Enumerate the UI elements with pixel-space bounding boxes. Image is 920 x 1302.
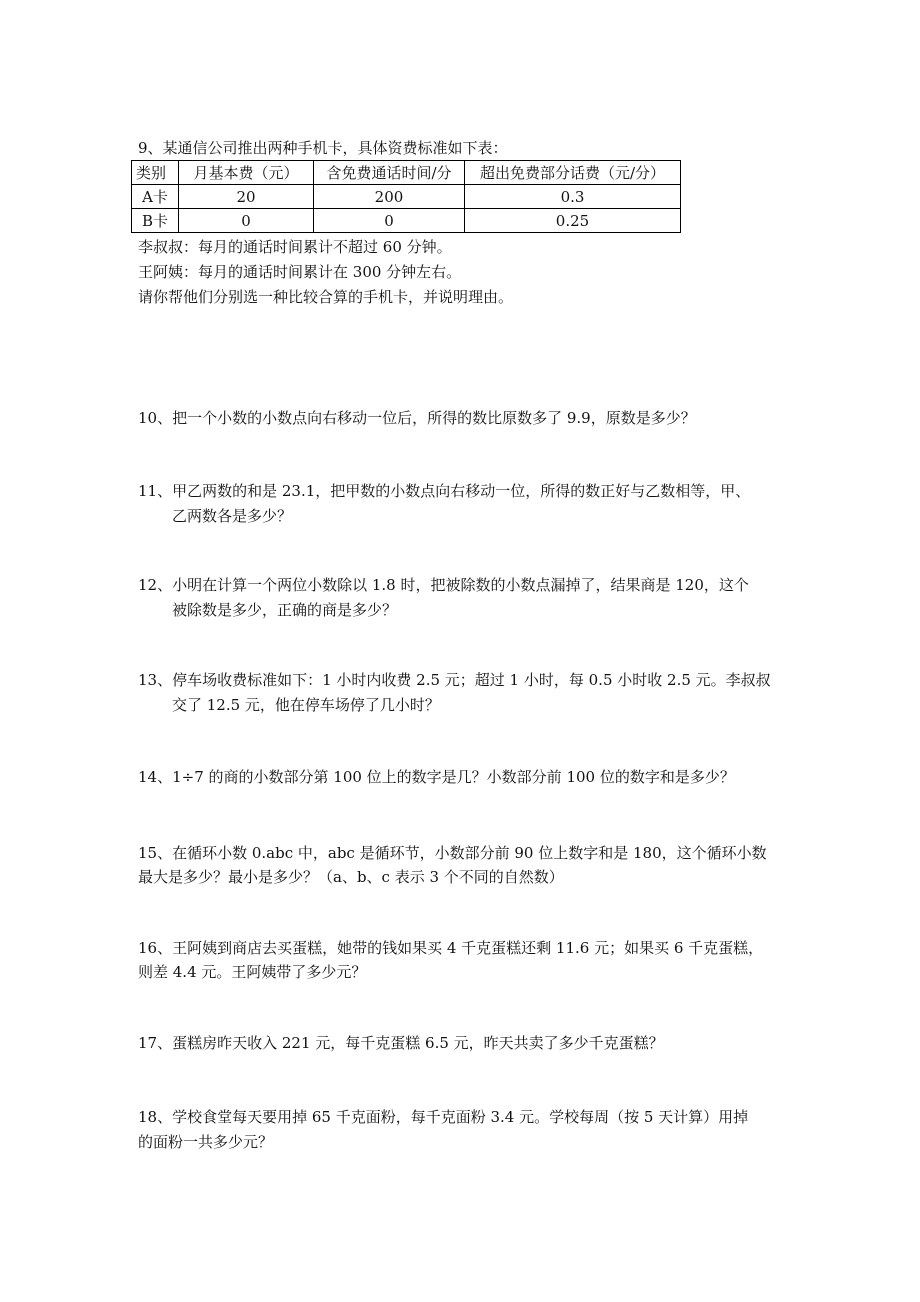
table-cell: B卡: [132, 209, 179, 233]
question-13-line1: 13、停车场收费标准如下：1 小时内收费 2.5 元；超过 1 小时，每 0.5 小时收 2.5 元。李叔叔: [138, 671, 771, 689]
header-category: 类别: [132, 161, 179, 185]
question-14: 14、1÷7 的商的小数部分第 100 位上的数字是几？小数部分前 100 位的数字和是多少？: [138, 768, 735, 786]
table-row: [132, 185, 681, 209]
table-cell: 0.25: [465, 209, 681, 233]
question-18-line2: 的面粉一共多少元？: [138, 1133, 274, 1151]
header-free-minutes: 含免费通话时间/分: [314, 161, 465, 185]
question-9-title: 9、某通信公司推出两种手机卡，具体资费标准如下表：: [138, 139, 508, 157]
table-cell: 0: [179, 209, 314, 233]
question-11-line2: 乙两数各是多少？: [172, 507, 293, 525]
question-12-line1: 12、小明在计算一个两位小数除以 1.8 时，把被除数的小数点漏掉了，结果商是 120，这个: [138, 576, 749, 594]
table-cell: 0.3: [465, 185, 681, 209]
question-15-line1: 15、在循环小数 0.abc 中，abc 是循环节，小数部分前 90 位上数字和是 180，这个循环小数: [138, 844, 767, 862]
header-overage-rate: 超出免费部分话费（元/分）: [465, 161, 681, 185]
question-9-note: 李叔叔：每月的通话时间累计不超过 60 分钟。: [138, 238, 452, 256]
question-15-line2: 最大是多少？最小是多少？（a、b、c 表示 3 个不同的自然数）: [138, 868, 564, 886]
question-17: 17、蛋糕房昨天收入 221 元，每千克蛋糕 6.5 元，昨天共卖了多少千克蛋糕？: [138, 1034, 664, 1052]
question-9-note: 王阿姨：每月的通话时间累计在 300 分钟左右。: [138, 263, 462, 281]
fee-table: [131, 160, 681, 233]
question-10: 10、把一个小数的小数点向右移动一位后，所得的数比原数多了 9.9，原数是多少？: [138, 409, 696, 427]
fee-table-header-row: [132, 161, 681, 185]
table-cell: 200: [314, 185, 465, 209]
question-18-line1: 18、学校食堂每天要用掉 65 千克面粉，每千克面粉 3.4 元。学校每周（按 5 天计算）用掉: [138, 1108, 749, 1126]
question-12-line2: 被除数是多少，正确的商是多少？: [172, 601, 398, 619]
question-13-line2: 交了 12.5 元，他在停车场停了几小时？: [172, 696, 440, 714]
header-monthly-fee: 月基本费（元）: [179, 161, 314, 185]
question-11-line1: 11、甲乙两数的和是 23.1，把甲数的小数点向右移动一位，所得的数正好与乙数相等，甲、: [138, 482, 751, 500]
table-cell: 20: [179, 185, 314, 209]
table-cell: A卡: [132, 185, 179, 209]
question-9-prompt: 请你帮他们分别选一种比较合算的手机卡，并说明理由。: [138, 288, 514, 306]
question-16-line2: 则差 4.4 元。王阿姨带了多少元？: [138, 963, 367, 981]
table-cell: 0: [314, 209, 465, 233]
table-row: [132, 209, 681, 233]
question-16-line1: 16、王阿姨到商店去买蛋糕，她带的钱如果买 4 千克蛋糕还剩 11.6 元；如果买 6 千克蛋糕，: [138, 939, 764, 957]
